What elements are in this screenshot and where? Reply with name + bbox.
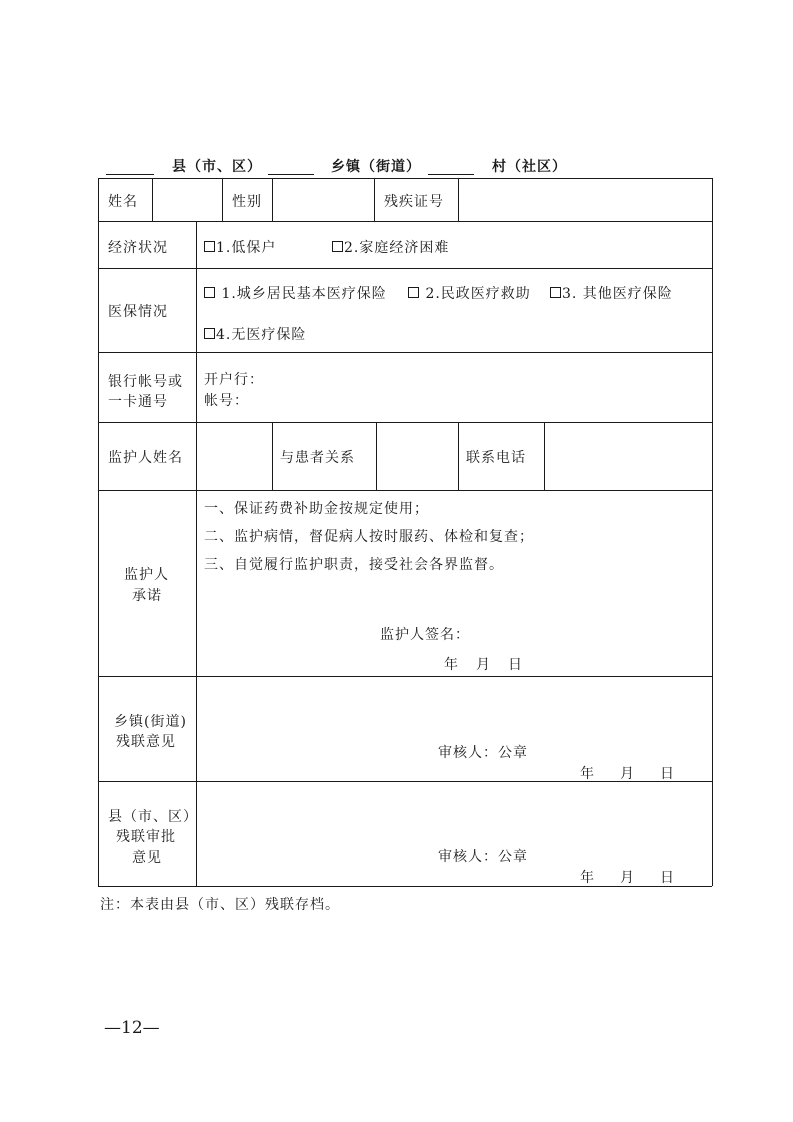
township-date-month: 月 [620,766,635,782]
relation-label: 与患者关系 [280,450,355,466]
county-opinion-label-line2: 残联审批 [116,829,176,845]
checkbox-icon[interactable] [204,241,215,252]
disability-id-label: 残疾证号 [384,194,444,210]
promise-date-month: 月 [476,657,491,673]
economic-label: 经济状况 [108,240,168,256]
bank-name-label: 开户行： [204,372,264,388]
page-number: —12— [104,1018,160,1038]
village-blank[interactable] [428,174,474,175]
account-label: 帐号： [204,393,249,409]
checkbox-icon[interactable] [204,287,215,298]
promise-label-line1: 监护人 [124,567,169,583]
township-date-day: 日 [660,766,675,782]
township-opinion-label-line2: 残联意见 [116,734,176,750]
county-date-day: 日 [660,870,675,886]
township-blank[interactable] [268,174,314,175]
header-township: 乡镇（街道） [331,159,421,175]
gender-field[interactable] [273,179,373,220]
county-blank[interactable] [106,174,154,175]
promise-label-line2: 承诺 [132,588,162,604]
name-label: 姓名 [108,194,138,210]
checkbox-icon[interactable] [332,241,343,252]
gender-label: 性别 [232,194,262,210]
county-opinion-label-line1: 县（市、区） [108,809,198,825]
township-opinion-label-line1: 乡镇(街道) [114,714,187,730]
guardian-signature-label: 监护人签名： [380,627,470,643]
checkbox-icon[interactable] [408,287,419,298]
guardian-name-field[interactable] [197,423,271,489]
insurance-label: 医保情况 [108,304,168,320]
promise-date-year: 年 [444,657,459,673]
insurance-option-4[interactable]: 4.无医疗保险 [204,324,306,344]
economic-option-1[interactable]: 1.低保户 [204,237,276,257]
header-county: 县（市、区） [172,159,262,175]
application-form-table [98,178,712,886]
promise-item-2: 二、监护病情，督促病人按时服药、体检和复查； [204,529,534,545]
economic-option-2[interactable]: 2.家庭经济困难 [332,237,449,257]
footnote: 注：本表由县（市、区）残联存档。 [100,897,340,913]
township-reviewer: 审核人：公章 [438,745,528,761]
bank-label-line1: 银行帐号或 [108,374,183,390]
county-date-year: 年 [580,870,595,886]
checkbox-icon[interactable] [550,287,561,298]
disability-id-field[interactable] [459,179,711,220]
phone-label: 联系电话 [466,450,526,466]
insurance-option-2[interactable]: 2.民政医疗救助 [408,283,531,303]
county-opinion-label-line3: 意见 [132,850,162,866]
township-date-year: 年 [580,766,595,782]
phone-field[interactable] [545,423,711,489]
insurance-option-1[interactable]: 1.城乡居民基本医疗保险 [204,283,387,303]
promise-item-1: 一、保证药费补助金按规定使用； [204,501,429,517]
insurance-option-3[interactable]: 3. 其他医疗保险 [550,283,673,303]
checkbox-icon[interactable] [204,328,215,339]
name-field[interactable] [153,179,221,220]
promise-item-3: 三、自觉履行监护职责，接受社会各界监督。 [204,557,504,573]
county-reviewer: 审核人：公章 [438,849,528,865]
header-village: 村（社区） [492,159,567,175]
promise-date-day: 日 [508,657,523,673]
county-date-month: 月 [620,870,635,886]
relation-field[interactable] [377,423,457,489]
bank-label-line2: 一卡通号 [108,394,168,410]
guardian-name-label: 监护人姓名 [108,450,183,466]
